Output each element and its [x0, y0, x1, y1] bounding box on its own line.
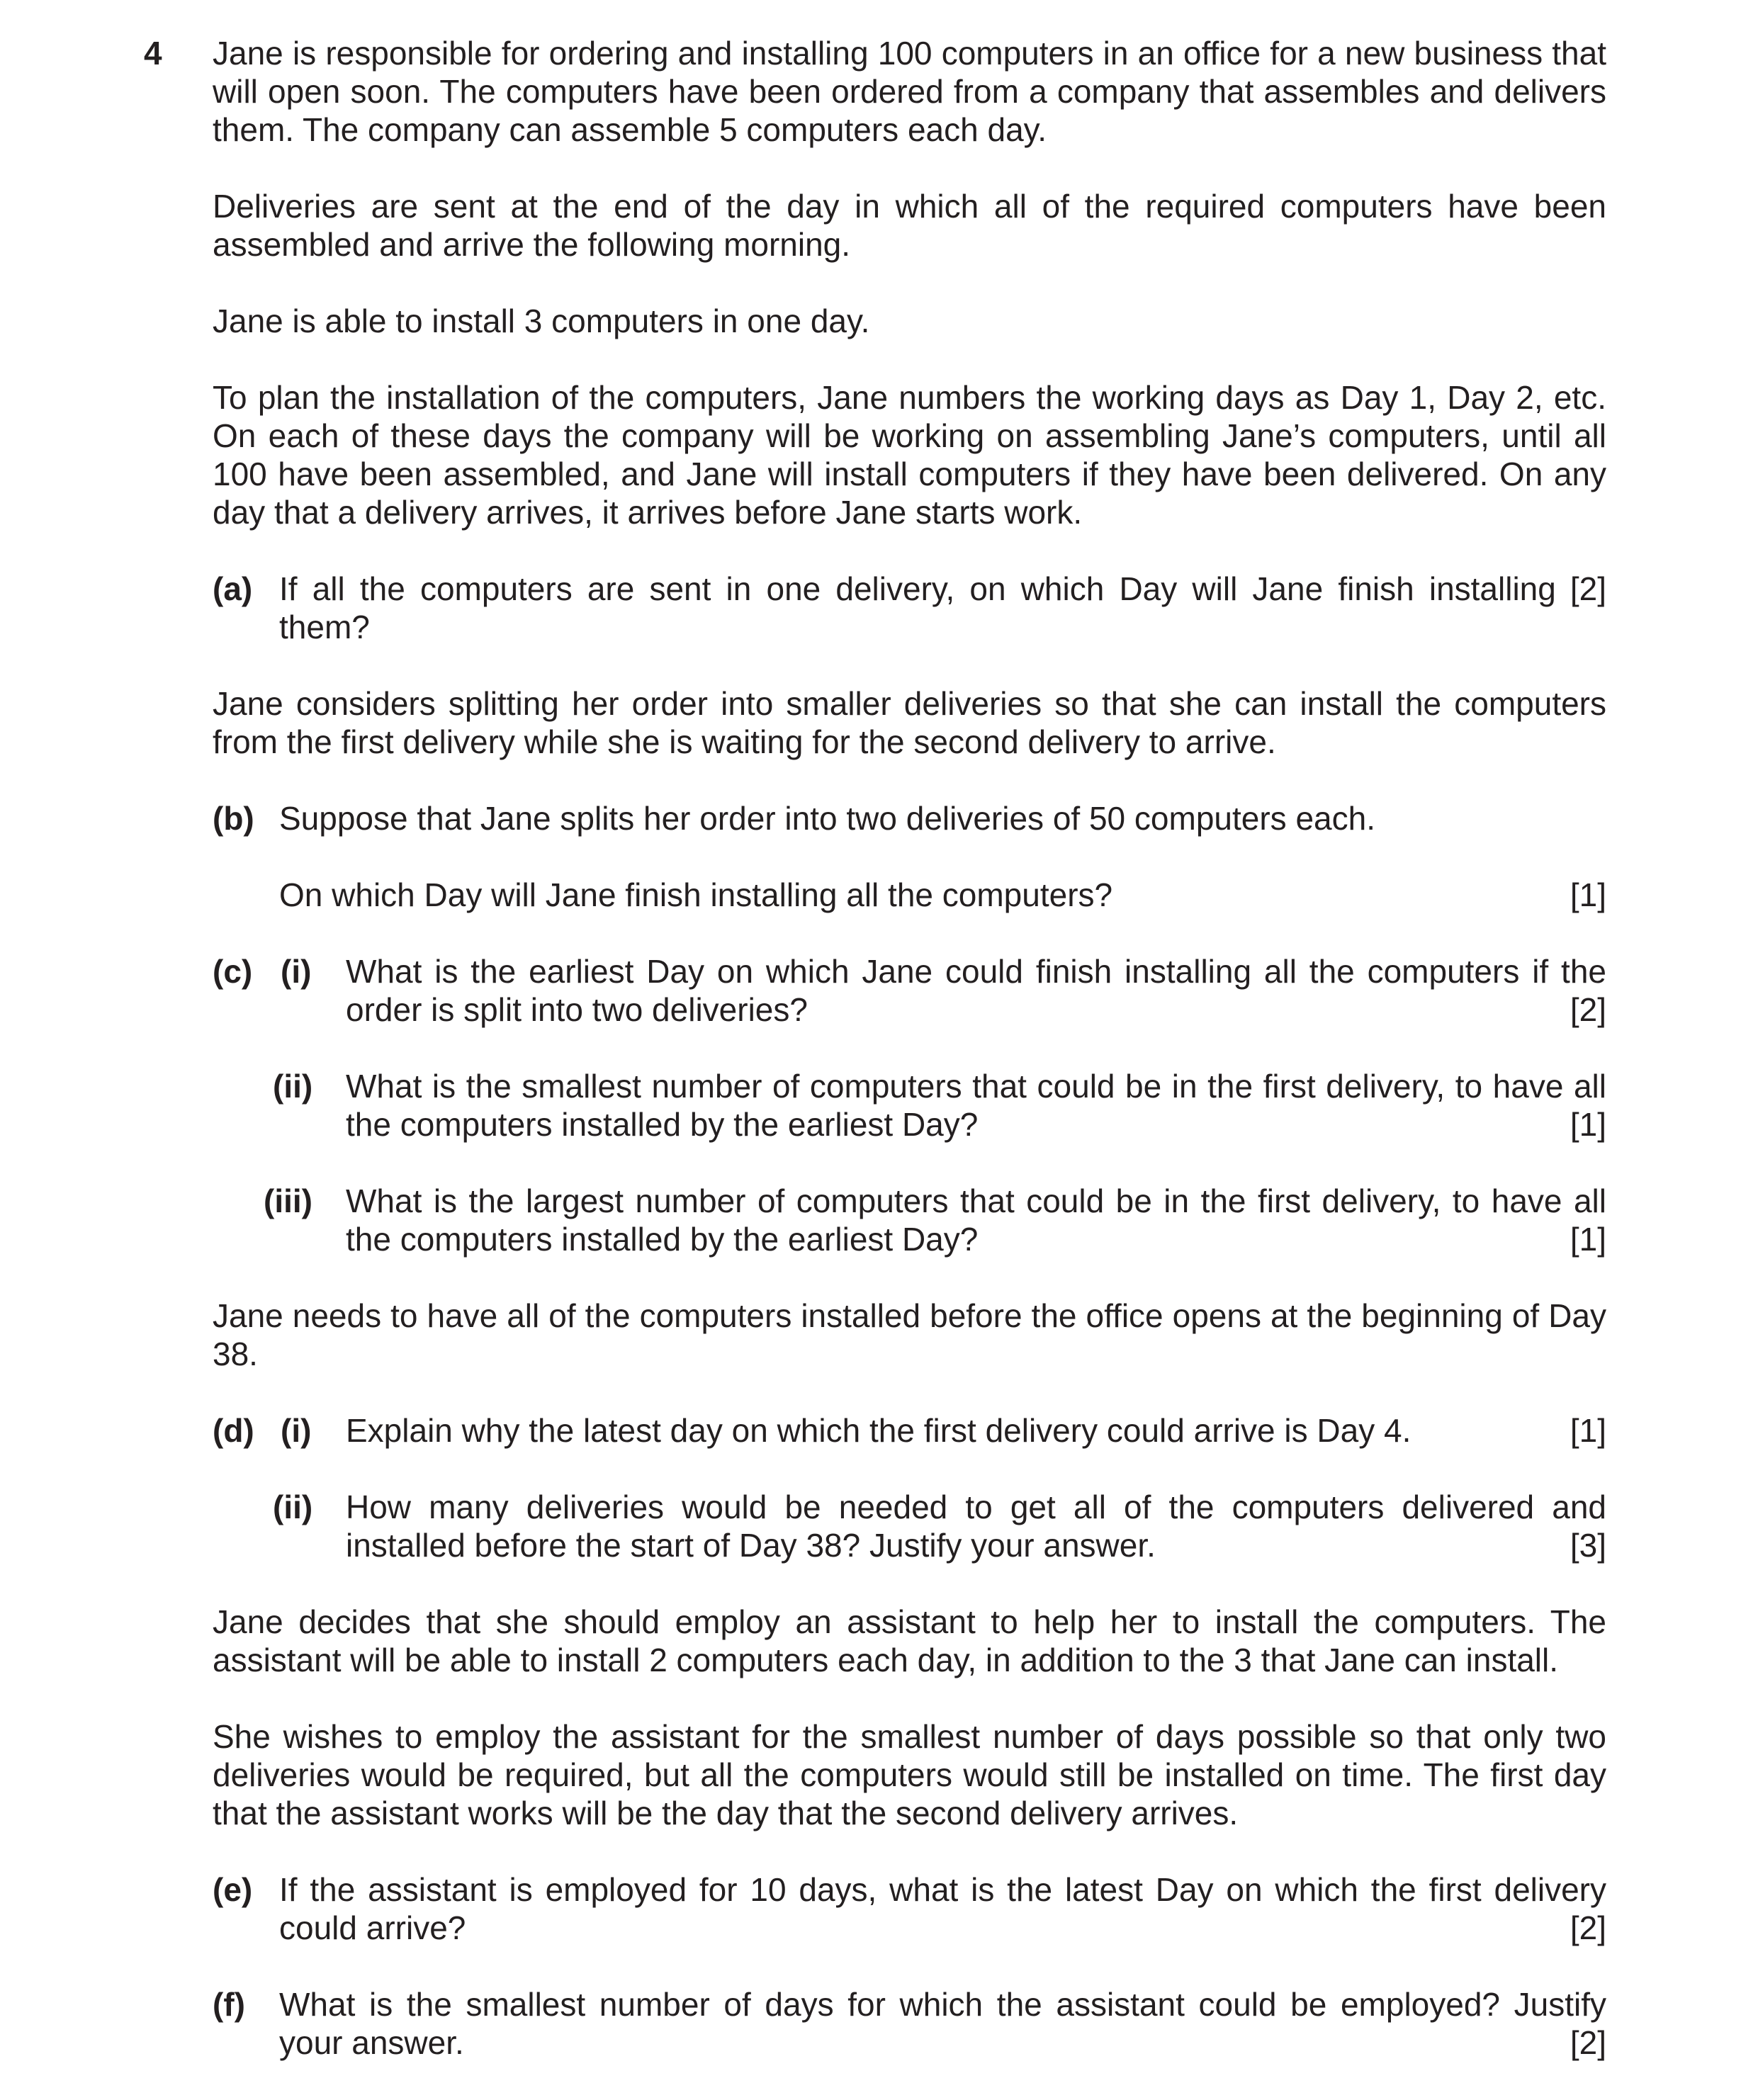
part-c-ii-text: What is the smallest number of computers that could be in the first delivery, to have all the computers installed by the earliest Day? — [346, 1068, 1606, 1143]
part-b — [213, 799, 1606, 914]
intro-paragraph-4: To plan the installation of the computers, Jane numbers the working days as Day 1, Day 2, etc. On each of these days the company will be working on assembling Jane’s computers, until all 100 have been assembled, and Jane will install computers if they have been delivered. On any day that a delivery arrives, it arrives before Jane starts work. — [213, 379, 1606, 531]
part-d-ii-text: How many deliveries would be needed to get all of the computers delivered and installed before the start of Day 38? Justify your answer. — [346, 1489, 1606, 1564]
part-c-i-marks: [2] — [1570, 991, 1606, 1028]
part-e-text: If the assistant is employed for 10 days, what is the latest Day on which the first delivery could arrive? — [279, 1871, 1606, 1946]
intro-paragraph-1: Jane is responsible for ordering and installing 100 computers in an office for a new business that will open soon. The computers have been ordered from a company that assembles and delivers them. The company can assemble 5 computers each day. — [213, 35, 1606, 148]
part-b-marks: [1] — [1570, 876, 1606, 913]
part-f-marks: [2] — [1570, 2024, 1606, 2061]
part-c — [213, 952, 1606, 1029]
part-e-label: (e) — [213, 1871, 253, 1908]
part-c-iii-marks: [1] — [1570, 1221, 1606, 1258]
part-c-i-text: What is the earliest Day on which Jane could finish installing all the computers if the order is split into two deliveries? — [346, 953, 1606, 1028]
part-a-label: (a) — [213, 570, 253, 607]
part-d-label: (d) — [213, 1412, 254, 1449]
part-a-text: If all the computers are sent in one delivery, on which Day will Jane finish installing them? — [279, 570, 1556, 645]
part-c-ii-marks: [1] — [1570, 1106, 1606, 1143]
part-c-ii-label: (ii) — [273, 1068, 313, 1105]
part-d-ii-label: (ii) — [273, 1489, 313, 1525]
part-d-i-label: (i) — [281, 1412, 312, 1449]
question-number: 4 — [144, 35, 162, 72]
part-f — [213, 1985, 1606, 2062]
intro-paragraph-3: Jane is able to install 3 computers in one day. — [213, 303, 870, 339]
question-content — [213, 34, 1606, 2100]
part-b-label: (b) — [213, 800, 254, 837]
intro-paragraph-2: Deliveries are sent at the end of the day in which all of the required computers have been assembled and arrive the following morning. — [213, 188, 1606, 263]
part-c-ii — [213, 1067, 1606, 1144]
paragraph-between-c-d: Jane needs to have all of the computers installed before the office opens at the beginning of Day 38. — [213, 1297, 1606, 1372]
part-b-question: On which Day will Jane finish installing all the computers? — [279, 876, 1113, 913]
part-c-iii-text: What is the largest number of computers that could be in the first delivery, to have all the computers installed by the earliest Day? — [346, 1182, 1606, 1258]
part-c-iii-label: (iii) — [264, 1182, 312, 1219]
paragraph-between-a-b: Jane considers splitting her order into smaller deliveries so that she can install the computers from the first delivery while she is waiting for the second delivery to arrive. — [213, 685, 1606, 760]
part-c-i-label: (i) — [281, 953, 312, 990]
part-d-i-text: Explain why the latest day on which the first delivery could arrive is Day 4. — [346, 1412, 1412, 1449]
part-e-marks: [2] — [1570, 1909, 1606, 1946]
part-c-label: (c) — [213, 953, 253, 990]
part-a — [213, 570, 1606, 646]
part-c-iii — [213, 1182, 1606, 1258]
part-d-i-marks: [1] — [1570, 1412, 1606, 1449]
part-d-ii-marks: [3] — [1570, 1527, 1606, 1564]
part-d-ii — [213, 1488, 1606, 1564]
part-a-marks: [2] — [1570, 570, 1606, 607]
paragraph-between-d-e-2: She wishes to employ the assistant for the smallest number of days possible so that only two deliveries would be required, but all the computers would still be installed on time. The first day that the assistant works will be the day that the second delivery arrives. — [213, 1718, 1606, 1831]
part-f-text: What is the smallest number of days for which the assistant could be employed? Justify your answer. — [279, 1986, 1606, 2061]
part-f-label: (f) — [213, 1986, 245, 2023]
part-e — [213, 1870, 1606, 1947]
part-d — [213, 1411, 1606, 1450]
paragraph-between-d-e-1: Jane decides that she should employ an assistant to help her to install the computers. The assistant will be able to install 2 computers each day, in addition to the 3 that Jane can install. — [213, 1603, 1606, 1678]
part-b-text: Suppose that Jane splits her order into two deliveries of 50 computers each. — [279, 800, 1375, 837]
